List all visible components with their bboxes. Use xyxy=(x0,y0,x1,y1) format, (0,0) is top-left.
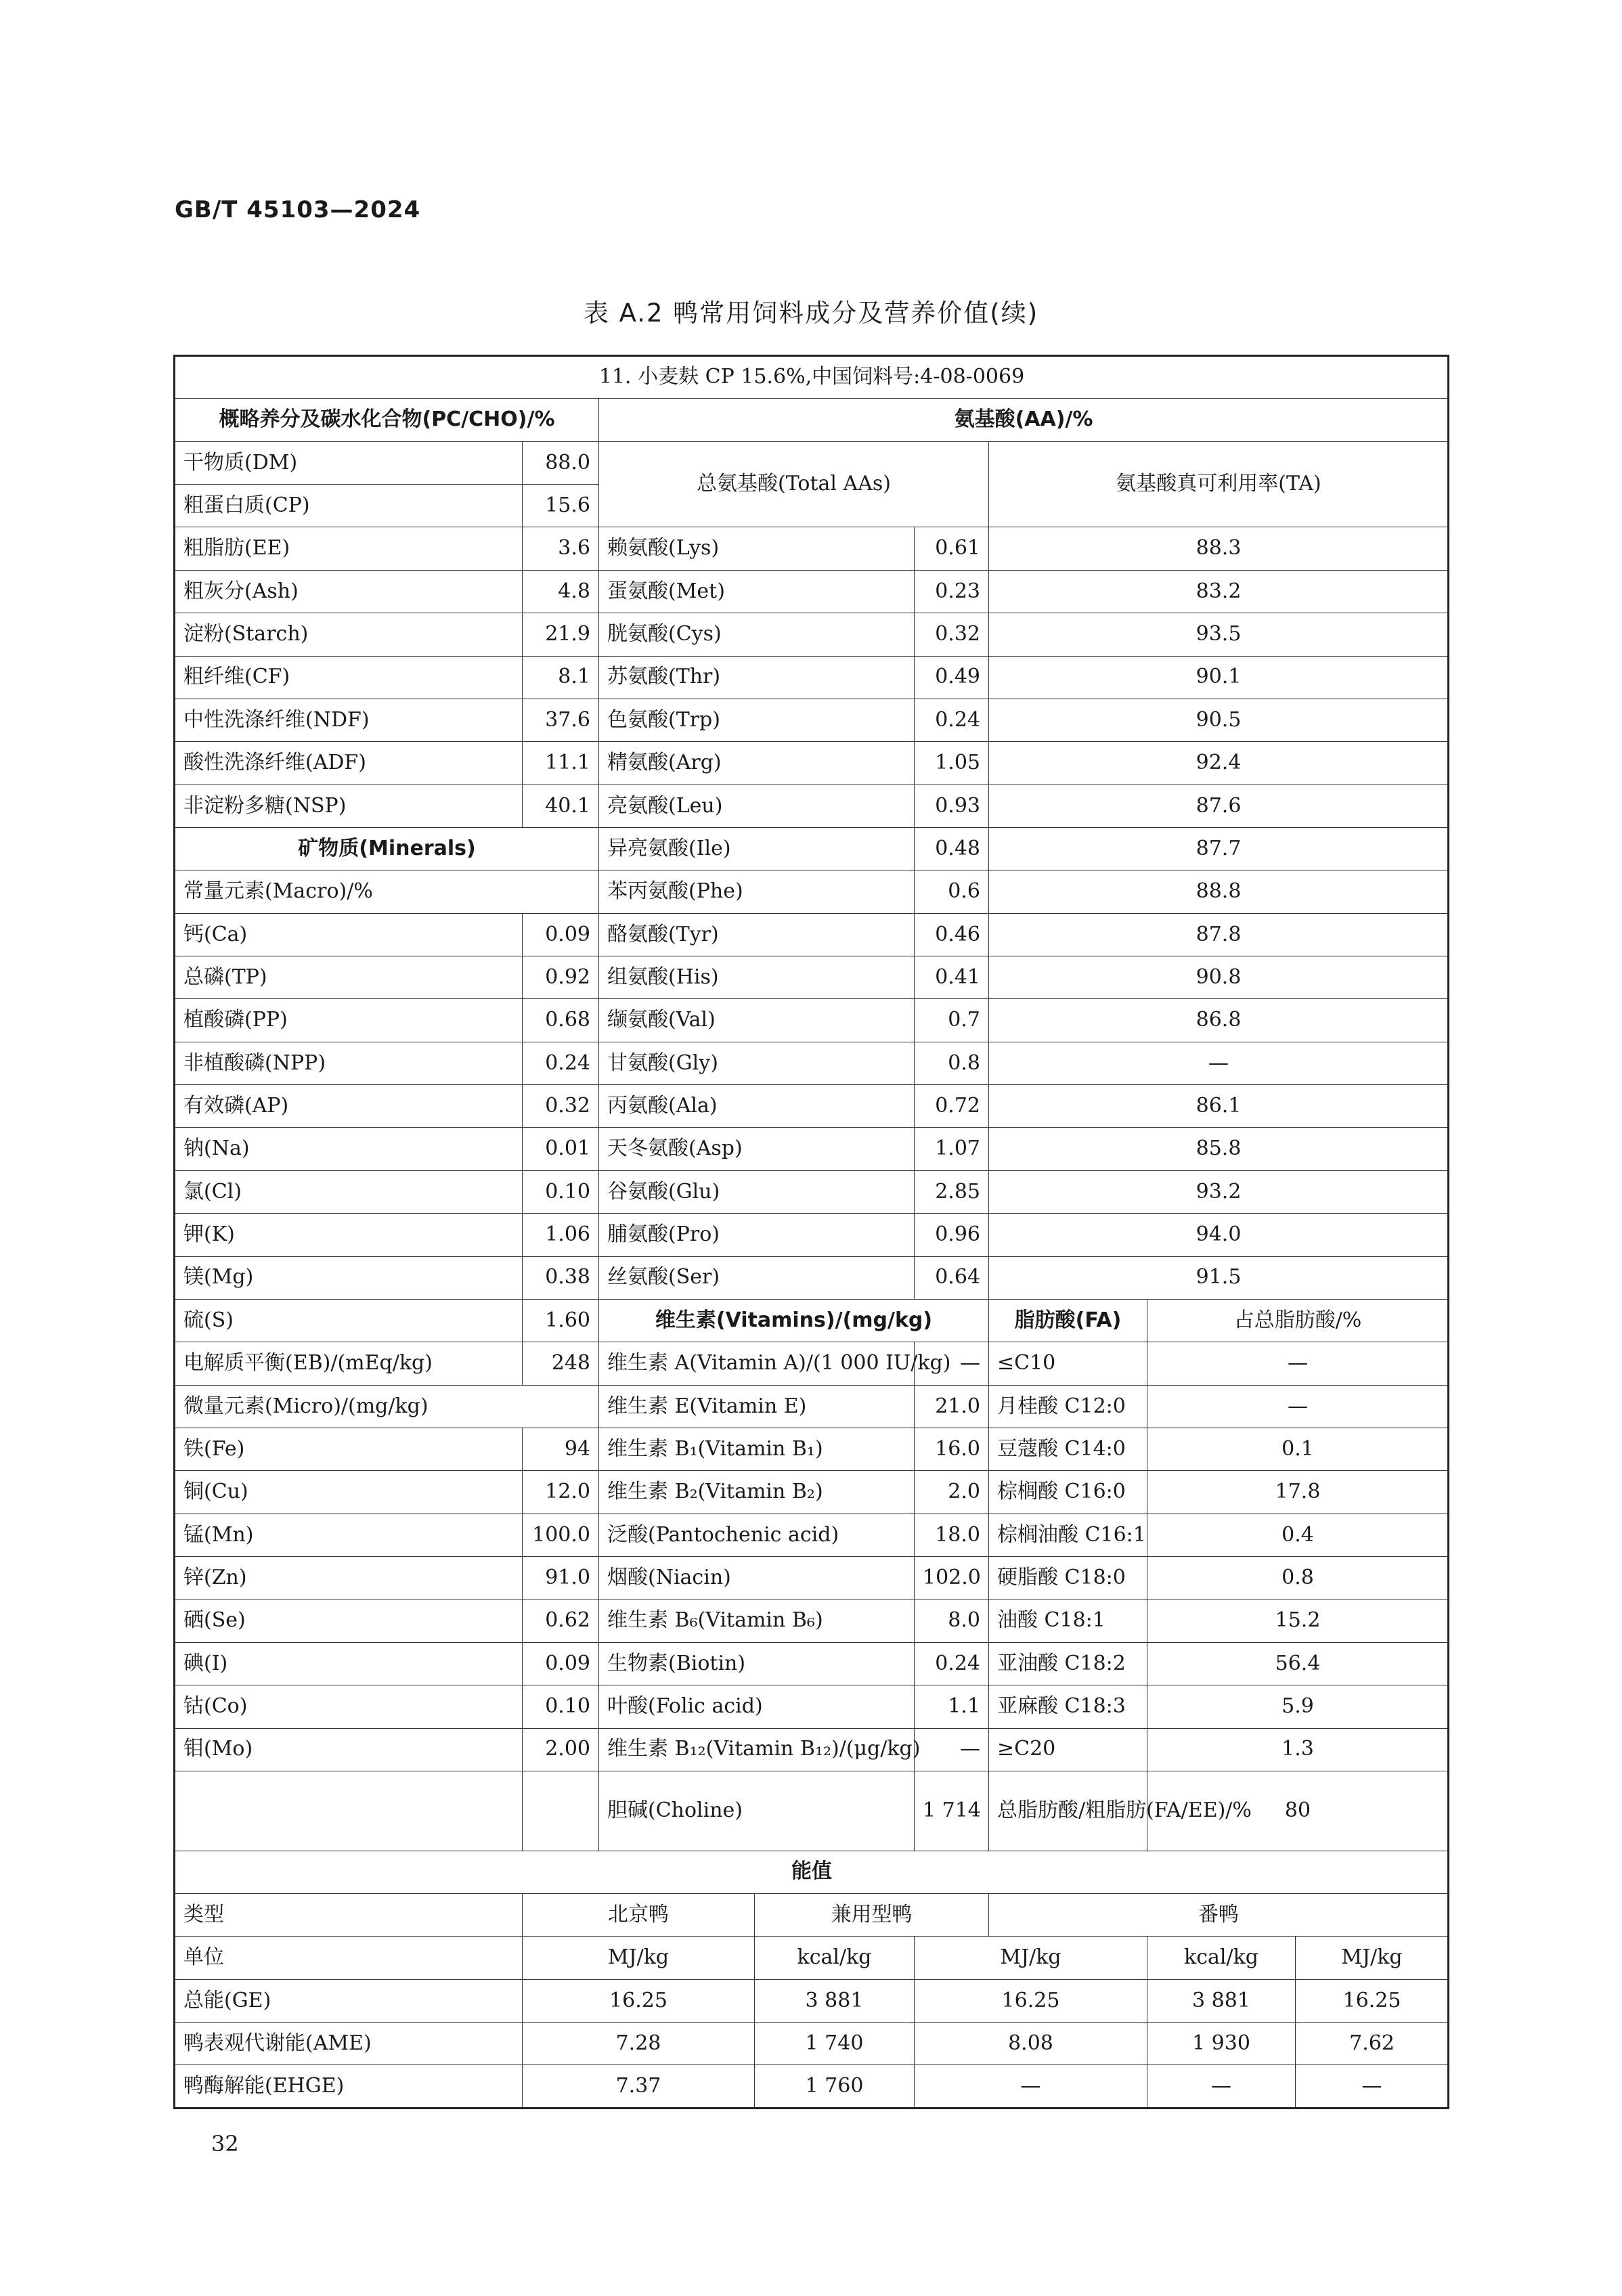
macro-header: 常量元素(Macro)/% xyxy=(175,870,599,913)
micro-mineral-name: 钼(Mo) xyxy=(175,1728,523,1771)
amino-acid-ta: — xyxy=(989,1042,1449,1084)
proximate-value: 3.6 xyxy=(523,527,599,570)
proximate-name: 粗脂肪(EE) xyxy=(175,527,523,570)
table-title: 表 A.2 鸭常用饲料成分及营养价值(续) xyxy=(583,299,1039,328)
total-aa-header: 总氨基酸(Total AAs) xyxy=(599,441,989,527)
proximate-value: 88.0 xyxy=(523,441,599,484)
feed-title: 11. 小麦麸 CP 15.6%,中国饲料号:4-08-0069 xyxy=(175,356,1449,399)
energy-row xyxy=(175,2022,1449,2065)
vitamin-header-row xyxy=(175,1299,1449,1342)
macro-mineral-value: 0.24 xyxy=(523,1042,599,1084)
amino-acid-ta: 88.8 xyxy=(989,870,1449,913)
amino-acid-name: 色氨酸(Trp) xyxy=(599,699,915,741)
fatty-acid-name: 油酸 C18:1 xyxy=(989,1599,1147,1642)
macro-mineral-name: 钙(Ca) xyxy=(175,913,523,956)
micro-mineral-name: 碘(I) xyxy=(175,1642,523,1685)
amino-acid-name: 异亮氨酸(Ile) xyxy=(599,827,915,870)
amino-acid-ta: 83.2 xyxy=(989,570,1449,613)
vitamin-value: 0.24 xyxy=(915,1642,989,1685)
amino-acid-row xyxy=(175,527,1449,570)
micro-mineral-name: 铜(Cu) xyxy=(175,1471,523,1514)
amino-acid-name: 苯丙氨酸(Phe) xyxy=(599,870,915,913)
vitamin-value: 1.1 xyxy=(915,1685,989,1728)
vitamin-value: 16.0 xyxy=(915,1428,989,1470)
energy-unit: MJ/kg xyxy=(915,1937,1147,1979)
amino-acid-row xyxy=(175,1128,1449,1170)
vitamin-row xyxy=(175,1557,1449,1599)
proximate-name: 粗纤维(CF) xyxy=(175,656,523,699)
energy-unit: kcal/kg xyxy=(755,1937,915,1979)
amino-acid-total: 0.72 xyxy=(915,1085,989,1128)
amino-acid-name: 天冬氨酸(Asp) xyxy=(599,1128,915,1170)
energy-name: 鸭酶解能(EHGE) xyxy=(175,2065,523,2109)
micro-mineral-name: 硒(Se) xyxy=(175,1599,523,1642)
amino-acid-ta: 86.1 xyxy=(989,1085,1449,1128)
fatty-acid-value: 0.4 xyxy=(1147,1514,1449,1556)
feed-title-row xyxy=(175,356,1449,399)
fatty-acid-value: 0.1 xyxy=(1147,1428,1449,1470)
amino-acid-row xyxy=(175,1170,1449,1213)
fatty-acid-value: 17.8 xyxy=(1147,1471,1449,1514)
amino-acid-row xyxy=(175,699,1449,741)
amino-acid-ta: 87.8 xyxy=(989,913,1449,956)
proximate-value: 4.8 xyxy=(523,570,599,613)
macro-mineral-name: 有效磷(AP) xyxy=(175,1085,523,1128)
amino-acid-row xyxy=(175,1042,1449,1084)
amino-acid-ta: 85.8 xyxy=(989,1128,1449,1170)
duck-type: 北京鸭 xyxy=(523,1893,755,1936)
vitamin-name: 维生素 B₁₂(Vitamin B₁₂)/(μg/kg) xyxy=(599,1728,915,1771)
amino-acid-name: 丙氨酸(Ala) xyxy=(599,1085,915,1128)
unit-row xyxy=(175,1937,1449,1979)
micro-mineral-name: 锌(Zn) xyxy=(175,1557,523,1599)
vitamin-name: 维生素 A(Vitamin A)/(1 000 IU/kg) xyxy=(599,1342,915,1385)
vitamin-row xyxy=(175,1428,1449,1470)
amino-acid-ta: 94.0 xyxy=(989,1214,1449,1256)
micro-mineral-value: 2.00 xyxy=(523,1728,599,1771)
micro-mineral-name: 铁(Fe) xyxy=(175,1428,523,1470)
amino-acid-row xyxy=(175,999,1449,1042)
vitamin-value: — xyxy=(915,1728,989,1771)
proximate-value: 15.6 xyxy=(523,485,599,527)
amino-acid-total: 0.64 xyxy=(915,1256,989,1299)
fatty-acid-name: 总脂肪酸/粗脂肪(FA/EE)/% xyxy=(989,1771,1147,1851)
micro-mineral-value: 94 xyxy=(523,1428,599,1470)
proximate-value: 37.6 xyxy=(523,699,599,741)
pc-cho-header: 概略养分及碳水化合物(PC/CHO)/% xyxy=(175,399,599,441)
energy-value: 16.25 xyxy=(1296,1979,1449,2022)
vitamin-value: 102.0 xyxy=(915,1557,989,1599)
fatty-acid-name: 硬脂酸 C18:0 xyxy=(989,1557,1147,1599)
macro-mineral-name: 镁(Mg) xyxy=(175,1256,523,1299)
vitamin-value: — xyxy=(915,1342,989,1385)
fatty-acid-value: 15.2 xyxy=(1147,1599,1449,1642)
duck-type: 兼用型鸭 xyxy=(755,1893,989,1936)
fatty-acid-value: — xyxy=(1147,1385,1449,1428)
macro-mineral-name: 总磷(TP) xyxy=(175,956,523,999)
nutrition-table xyxy=(173,355,1449,2109)
vitamin-row xyxy=(175,1728,1449,1771)
vitamin-name: 生物素(Biotin) xyxy=(599,1642,915,1685)
energy-value: 16.25 xyxy=(915,1979,1147,2022)
energy-value: 3 881 xyxy=(755,1979,915,2022)
energy-value: — xyxy=(915,2065,1147,2109)
vitamin-row xyxy=(175,1342,1449,1385)
amino-acid-ta: 93.2 xyxy=(989,1170,1449,1213)
fatty-acid-value: 56.4 xyxy=(1147,1642,1449,1685)
empty-cell xyxy=(523,1771,599,1851)
vitamin-row xyxy=(175,1514,1449,1556)
energy-value: 1 740 xyxy=(755,2022,915,2065)
amino-acid-ta: 90.1 xyxy=(989,656,1449,699)
amino-acid-ta: 92.4 xyxy=(989,742,1449,785)
vitamin-name: 维生素 E(Vitamin E) xyxy=(599,1385,915,1428)
vitamin-name: 维生素 B₆(Vitamin B₆) xyxy=(599,1599,915,1642)
energy-value: 3 881 xyxy=(1147,1979,1296,2022)
amino-acid-row xyxy=(175,785,1449,827)
macro-mineral-name: 硫(S) xyxy=(175,1299,523,1342)
fatty-acid-name: 棕榈酸 C16:0 xyxy=(989,1471,1147,1514)
proximate-value: 40.1 xyxy=(523,785,599,827)
fatty-acid-value: — xyxy=(1147,1342,1449,1385)
amino-acid-row xyxy=(175,656,1449,699)
fatty-acid-header: 脂肪酸(FA) xyxy=(989,1299,1147,1342)
fatty-acid-name: 亚麻酸 C18:3 xyxy=(989,1685,1147,1728)
amino-acid-total: 0.32 xyxy=(915,613,989,656)
amino-acid-row xyxy=(175,827,1449,870)
amino-acid-total: 0.48 xyxy=(915,827,989,870)
fatty-acid-value: 5.9 xyxy=(1147,1685,1449,1728)
macro-mineral-value: 0.68 xyxy=(523,999,599,1042)
energy-value: 16.25 xyxy=(523,1979,755,2022)
amino-acid-row xyxy=(175,742,1449,785)
vitamin-name: 维生素 B₂(Vitamin B₂) xyxy=(599,1471,915,1514)
vitamin-value: 2.0 xyxy=(915,1471,989,1514)
macro-mineral-value: 0.09 xyxy=(523,913,599,956)
proximate-name: 非淀粉多糖(NSP) xyxy=(175,785,523,827)
macro-mineral-name: 非植酸磷(NPP) xyxy=(175,1042,523,1084)
empty-cell xyxy=(175,1771,523,1851)
micro-mineral-value: 0.09 xyxy=(523,1642,599,1685)
energy-value: 8.08 xyxy=(915,2022,1147,2065)
amino-acid-row xyxy=(175,1085,1449,1128)
amino-acid-total: 0.8 xyxy=(915,1042,989,1084)
proximate-name: 中性洗涤纤维(NDF) xyxy=(175,699,523,741)
micro-header: 微量元素(Micro)/(mg/kg) xyxy=(175,1385,599,1428)
energy-row xyxy=(175,2065,1449,2109)
amino-acid-row xyxy=(175,613,1449,656)
proximate-name: 酸性洗涤纤维(ADF) xyxy=(175,742,523,785)
vitamin-row xyxy=(175,1599,1449,1642)
macro-mineral-value: 0.32 xyxy=(523,1085,599,1128)
vitamin-value: 21.0 xyxy=(915,1385,989,1428)
proximate-name: 粗蛋白质(CP) xyxy=(175,485,523,527)
proximate-value: 8.1 xyxy=(523,656,599,699)
amino-acid-row xyxy=(175,913,1449,956)
duck-type-row xyxy=(175,1893,1449,1936)
amino-acid-row xyxy=(175,1214,1449,1256)
amino-acid-header: 氨基酸(AA)/% xyxy=(599,399,1449,441)
energy-header: 能值 xyxy=(175,1851,1449,1893)
energy-name: 总能(GE) xyxy=(175,1979,523,2022)
amino-acid-name: 苏氨酸(Thr) xyxy=(599,656,915,699)
fatty-acid-name: ≤C10 xyxy=(989,1342,1147,1385)
amino-acid-total: 0.49 xyxy=(915,656,989,699)
amino-acid-ta: 87.7 xyxy=(989,827,1449,870)
proximate-row xyxy=(175,441,1449,484)
amino-acid-name: 甘氨酸(Gly) xyxy=(599,1042,915,1084)
amino-acid-ta: 90.8 xyxy=(989,956,1449,999)
amino-acid-total: 2.85 xyxy=(915,1170,989,1213)
vitamin-name: 叶酸(Folic acid) xyxy=(599,1685,915,1728)
amino-acid-total: 0.46 xyxy=(915,913,989,956)
fatty-acid-value: 0.8 xyxy=(1147,1557,1449,1599)
amino-acid-name: 赖氨酸(Lys) xyxy=(599,527,915,570)
macro-mineral-value: 1.06 xyxy=(523,1214,599,1256)
macro-mineral-name: 植酸磷(PP) xyxy=(175,999,523,1042)
macro-mineral-name: 钾(K) xyxy=(175,1214,523,1256)
energy-row xyxy=(175,1979,1449,2022)
vitamin-value: 1 714 xyxy=(915,1771,989,1851)
vitamin-name: 泛酸(Pantochenic acid) xyxy=(599,1514,915,1556)
amino-acid-ta: 90.5 xyxy=(989,699,1449,741)
amino-acid-ta: 87.6 xyxy=(989,785,1449,827)
unit-label: 单位 xyxy=(175,1937,523,1979)
amino-acid-total: 1.05 xyxy=(915,742,989,785)
energy-unit: kcal/kg xyxy=(1147,1937,1296,1979)
minerals-header: 矿物质(Minerals) xyxy=(175,827,599,870)
amino-acid-total: 0.96 xyxy=(915,1214,989,1256)
amino-acid-ta: 88.3 xyxy=(989,527,1449,570)
fatty-acid-name: 亚油酸 C18:2 xyxy=(989,1642,1147,1685)
amino-acid-total: 0.41 xyxy=(915,956,989,999)
vitamin-row xyxy=(175,1385,1449,1428)
micro-mineral-name: 钴(Co) xyxy=(175,1685,523,1728)
micro-mineral-name: 锰(Mn) xyxy=(175,1514,523,1556)
page-number: 32 xyxy=(211,2131,239,2157)
macro-mineral-name: 钠(Na) xyxy=(175,1128,523,1170)
macro-mineral-name: 氯(Cl) xyxy=(175,1170,523,1213)
macro-mineral-value: 0.01 xyxy=(523,1128,599,1170)
macro-mineral-value: 1.60 xyxy=(523,1299,599,1342)
amino-acid-total: 0.23 xyxy=(915,570,989,613)
energy-value: 7.37 xyxy=(523,2065,755,2109)
vitamin-name: 烟酸(Niacin) xyxy=(599,1557,915,1599)
amino-acid-name: 谷氨酸(Glu) xyxy=(599,1170,915,1213)
amino-acid-total: 0.61 xyxy=(915,527,989,570)
energy-name: 鸭表观代谢能(AME) xyxy=(175,2022,523,2065)
micro-mineral-value: 100.0 xyxy=(523,1514,599,1556)
proximate-name: 粗灰分(Ash) xyxy=(175,570,523,613)
energy-value: — xyxy=(1147,2065,1296,2109)
amino-acid-name: 精氨酸(Arg) xyxy=(599,742,915,785)
fatty-acid-name: 月桂酸 C12:0 xyxy=(989,1385,1147,1428)
energy-value: 1 760 xyxy=(755,2065,915,2109)
energy-unit: MJ/kg xyxy=(1296,1937,1449,1979)
energy-unit: MJ/kg xyxy=(523,1937,755,1979)
vitamins-header: 维生素(Vitamins)/(mg/kg) xyxy=(599,1299,989,1342)
macro-mineral-value: 0.10 xyxy=(523,1170,599,1213)
amino-acid-ta: 93.5 xyxy=(989,613,1449,656)
vitamin-name: 胆碱(Choline) xyxy=(599,1771,915,1851)
fatty-acid-value: 80 xyxy=(1147,1771,1449,1851)
macro-mineral-name: 电解质平衡(EB)/(mEq/kg) xyxy=(175,1342,523,1385)
amino-acid-ta: 86.8 xyxy=(989,999,1449,1042)
energy-header-row xyxy=(175,1851,1449,1893)
amino-acid-total: 0.24 xyxy=(915,699,989,741)
amino-acid-name: 胱氨酸(Cys) xyxy=(599,613,915,656)
standard-code: GB/T 45103—2024 xyxy=(175,196,421,223)
macro-mineral-value: 248 xyxy=(523,1342,599,1385)
amino-acid-name: 酪氨酸(Tyr) xyxy=(599,913,915,956)
amino-acid-total: 0.7 xyxy=(915,999,989,1042)
amino-acid-name: 脯氨酸(Pro) xyxy=(599,1214,915,1256)
amino-acid-row xyxy=(175,956,1449,999)
vitamin-row xyxy=(175,1685,1449,1728)
vitamin-value: 18.0 xyxy=(915,1514,989,1556)
vitamin-name: 维生素 B₁(Vitamin B₁) xyxy=(599,1428,915,1470)
energy-value: 7.62 xyxy=(1296,2022,1449,2065)
micro-mineral-value: 91.0 xyxy=(523,1557,599,1599)
section-header-row xyxy=(175,399,1449,441)
vitamin-value: 8.0 xyxy=(915,1599,989,1642)
vitamin-row xyxy=(175,1642,1449,1685)
micro-mineral-value: 12.0 xyxy=(523,1471,599,1514)
macro-mineral-value: 0.92 xyxy=(523,956,599,999)
micro-mineral-value: 0.10 xyxy=(523,1685,599,1728)
amino-acid-name: 丝氨酸(Ser) xyxy=(599,1256,915,1299)
proximate-value: 21.9 xyxy=(523,613,599,656)
proximate-value: 11.1 xyxy=(523,742,599,785)
energy-value: 1 930 xyxy=(1147,2022,1296,2065)
amino-acid-name: 缬氨酸(Val) xyxy=(599,999,915,1042)
amino-acid-name: 亮氨酸(Leu) xyxy=(599,785,915,827)
fatty-acid-name: 棕榈油酸 C16:1 xyxy=(989,1514,1147,1556)
proximate-name: 干物质(DM) xyxy=(175,441,523,484)
amino-acid-total: 0.6 xyxy=(915,870,989,913)
amino-acid-row xyxy=(175,570,1449,613)
amino-acid-total: 1.07 xyxy=(915,1128,989,1170)
amino-acid-row xyxy=(175,870,1449,913)
fatty-acid-name: ≥C20 xyxy=(989,1728,1147,1771)
micro-mineral-value: 0.62 xyxy=(523,1599,599,1642)
choline-row xyxy=(175,1771,1449,1851)
fatty-acid-value: 1.3 xyxy=(1147,1728,1449,1771)
amino-acid-ta: 91.5 xyxy=(989,1256,1449,1299)
amino-acid-name: 蛋氨酸(Met) xyxy=(599,570,915,613)
duck-type: 番鸭 xyxy=(989,1893,1449,1936)
proximate-name: 淀粉(Starch) xyxy=(175,613,523,656)
energy-value: 7.28 xyxy=(523,2022,755,2065)
ta-header: 氨基酸真可利用率(TA) xyxy=(989,441,1449,527)
type-label: 类型 xyxy=(175,1893,523,1936)
vitamin-row xyxy=(175,1471,1449,1514)
energy-value: — xyxy=(1296,2065,1449,2109)
macro-mineral-value: 0.38 xyxy=(523,1256,599,1299)
amino-acid-name: 组氨酸(His) xyxy=(599,956,915,999)
amino-acid-total: 0.93 xyxy=(915,785,989,827)
amino-acid-row xyxy=(175,1256,1449,1299)
fatty-acid-pct-header: 占总脂肪酸/% xyxy=(1147,1299,1449,1342)
fatty-acid-name: 豆蔻酸 C14:0 xyxy=(989,1428,1147,1470)
